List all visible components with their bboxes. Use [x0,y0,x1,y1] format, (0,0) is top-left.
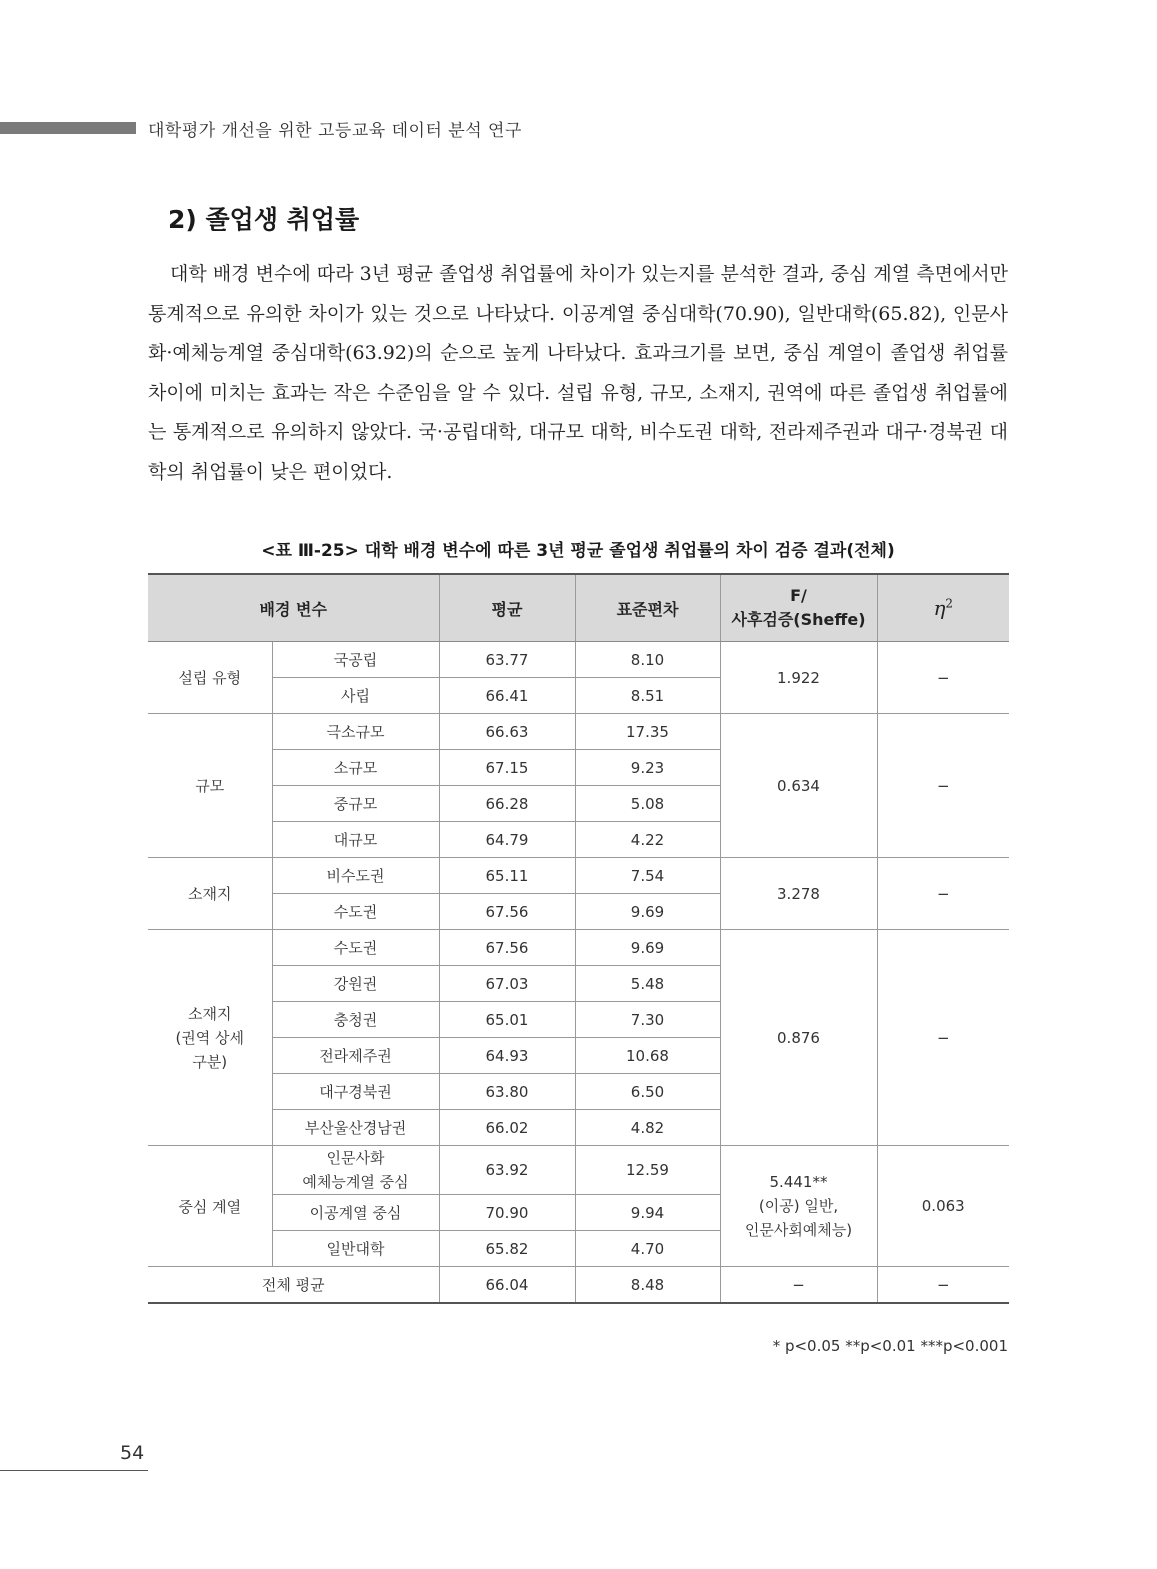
section-title: 2) 졸업생 취업률 [168,205,360,234]
group-f-line: (이공) 일반, [758,1197,839,1215]
row-sd: 12.59 [575,1146,720,1195]
table-row [148,642,1009,678]
row-sd: 7.54 [575,858,720,894]
header-variable: 배경 변수 [148,574,439,642]
row-sd: 10.68 [575,1038,720,1074]
total-mean: 66.04 [439,1267,575,1304]
total-label: 전체 평균 [148,1267,439,1304]
body-paragraph: 대학 배경 변수에 따라 3년 평균 졸업생 취업률에 차이가 있는지를 분석한 결과, 중심 계열 측면에서만 통계적으로 유의한 차이가 있는 것으로 나타났다. 이공계열 중심대학(70.90), 일반대학(65.82), 인문사화·예체능계열 중심대학(63.92)의 순으로 높게 나타났다. 효과크기를 보면, 중심 계열이 졸업생 취업률 차이에 미치는 효과는 작은 수준임을 알 수 있다. 설립 유형, 규모, 소재지, 권역에 따른 졸업생 취업률에는 통계적으로 유의하지 않았다. 국·공립대학, 대규모 대학, 비수도권 대학, 전라제주권과 대구·경북권 대학의 취업률이 낮은 편이었다. [148,263,1008,483]
table-row [148,1146,1009,1195]
group-f: 0.876 [720,930,877,1146]
table-row [148,858,1009,894]
row-mean: 66.41 [439,678,575,714]
header-f-line1: F/ [790,586,807,605]
total-eta: − [877,1267,1009,1304]
group-eta: − [877,714,1009,858]
total-row [148,1267,1009,1304]
results-table [148,573,1009,1304]
row-name: 대규모 [272,822,439,858]
header-mean: 평균 [439,574,575,642]
row-mean: 65.11 [439,858,575,894]
row-sd: 9.69 [575,894,720,930]
header-eta [877,574,1009,642]
row-mean: 65.82 [439,1231,575,1267]
row-sd: 9.69 [575,930,720,966]
row-mean: 67.56 [439,930,575,966]
group-label: 중심 계열 [148,1146,272,1267]
row-mean: 63.92 [439,1146,575,1195]
total-f: − [720,1267,877,1304]
row-name: 수도권 [272,930,439,966]
group-label: 소재지 [148,858,272,930]
row-name: 국공립 [272,642,439,678]
row-mean: 65.01 [439,1002,575,1038]
row-name: 전라제주권 [272,1038,439,1074]
row-sd: 4.70 [575,1231,720,1267]
group-f: 1.922 [720,642,877,714]
row-name: 부산울산경남권 [272,1110,439,1146]
group-eta: − [877,642,1009,714]
group-eta: − [877,858,1009,930]
row-sd: 8.10 [575,642,720,678]
table-header-row [148,574,1009,642]
row-sd: 7.30 [575,1002,720,1038]
row-name: 극소규모 [272,714,439,750]
group-label: 설립 유형 [148,642,272,714]
header-f [720,574,877,642]
row-sd: 6.50 [575,1074,720,1110]
row-name: 충청권 [272,1002,439,1038]
row-name: 중규모 [272,786,439,822]
row-mean: 64.93 [439,1038,575,1074]
group-label [148,930,272,1146]
table-footnote: * p<0.05 **p<0.01 ***p<0.001 [772,1337,1008,1355]
group-label-line: 소재지 [188,1004,232,1023]
group-label-line: 구분) [192,1052,228,1071]
group-eta: − [877,930,1009,1146]
row-name: 사립 [272,678,439,714]
row-mean: 63.77 [439,642,575,678]
row-mean: 70.90 [439,1195,575,1231]
row-mean: 67.03 [439,966,575,1002]
header-sd: 표준편차 [575,574,720,642]
row-name: 이공계열 중심 [272,1195,439,1231]
total-sd: 8.48 [575,1267,720,1304]
row-name: 일반대학 [272,1231,439,1267]
row-mean: 66.02 [439,1110,575,1146]
group-eta: 0.063 [877,1146,1009,1267]
row-name-line: 예체능계열 중심 [302,1173,409,1191]
group-f-line: 5.441** [769,1173,828,1191]
row-mean: 67.15 [439,750,575,786]
row-sd: 8.51 [575,678,720,714]
group-f [720,1146,877,1267]
row-name: 대구경북권 [272,1074,439,1110]
eta-symbol: η [933,596,946,620]
group-f-line: 인문사회예체능) [744,1221,853,1239]
row-mean: 66.63 [439,714,575,750]
table-caption: <표 Ⅲ-25> 대학 배경 변수에 따른 3년 평균 졸업생 취업률의 차이 검증 결과(전체) [261,541,895,561]
eta-superscript: 2 [945,596,954,611]
header-bar [0,122,136,134]
table-row [148,930,1009,966]
row-sd: 9.23 [575,750,720,786]
group-label-line: (권역 상세 [175,1028,245,1047]
group-label: 규모 [148,714,272,858]
row-name: 비수도권 [272,858,439,894]
page-number: 54 [120,1442,145,1464]
row-sd: 5.48 [575,966,720,1002]
row-mean: 64.79 [439,822,575,858]
row-name [272,1146,439,1195]
row-sd: 9.94 [575,1195,720,1231]
row-name: 강원권 [272,966,439,1002]
row-sd: 4.22 [575,822,720,858]
row-name-line: 인문사화 [326,1149,385,1167]
group-f: 0.634 [720,714,877,858]
row-sd: 17.35 [575,714,720,750]
row-sd: 5.08 [575,786,720,822]
row-sd: 4.82 [575,1110,720,1146]
row-mean: 66.28 [439,786,575,822]
header-f-line2: 사후검증(Sheffe) [731,610,866,629]
running-head: 대학평가 개선을 위한 고등교육 데이터 분석 연구 [148,121,522,141]
row-mean: 67.56 [439,894,575,930]
row-mean: 63.80 [439,1074,575,1110]
group-f: 3.278 [720,858,877,930]
table-row [148,714,1009,750]
row-name: 소규모 [272,750,439,786]
footer-rule [0,1470,148,1471]
row-name: 수도권 [272,894,439,930]
